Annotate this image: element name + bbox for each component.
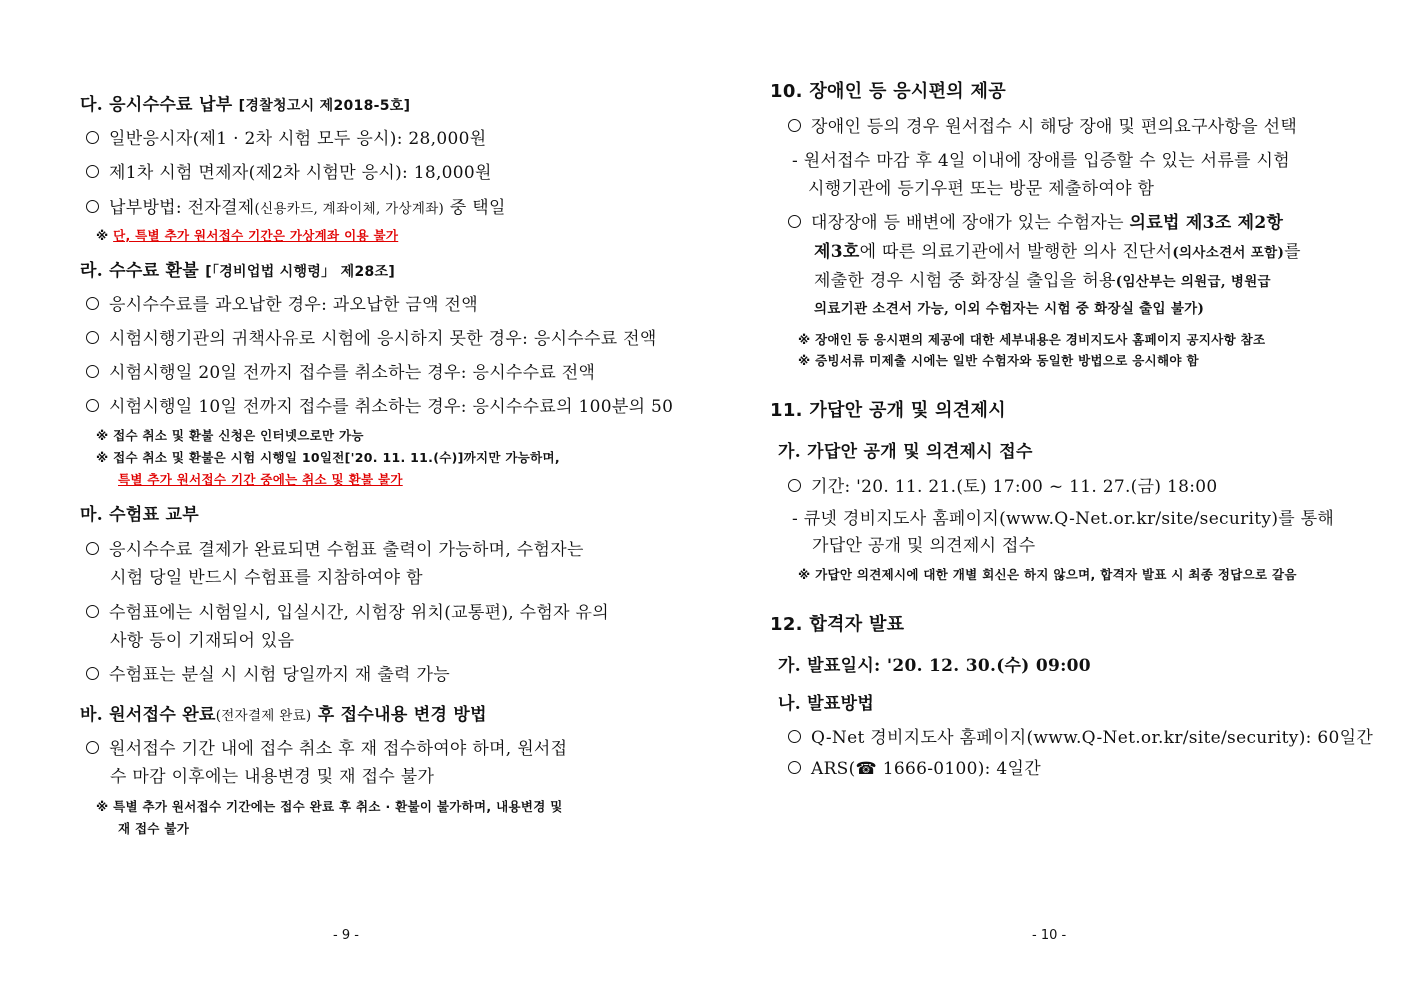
section-heading-admission-ticket: 마. 수험표 교부 [80,505,199,525]
circle-bullet-icon [86,399,99,412]
list-item: 응시수수료를 과오납한 경우: 과오납한 금액 전액 [86,294,478,316]
page-number: - 10 - [1032,928,1067,943]
circle-bullet-icon [86,667,99,680]
list-item: 대장장애 등 배변에 장애가 있는 수험자는 의료법 제3조 제2항 [788,212,1283,234]
list-item: - 큐넷 경비지도사 홈페이지(www.Q-Net.or.kr/site/security)를 통해 [792,509,1335,529]
section-heading-fee-payment: 다. 응시수수료 납부 [경찰청고시 제2018-5호] [80,95,411,115]
circle-bullet-icon [86,331,99,344]
section-heading-accommodation: 10. 장애인 등 응시편의 제공 [770,81,1006,102]
circle-bullet-icon [86,131,99,144]
note: ※ 특별 추가 원서접수 기간에는 접수 완료 후 취소 · 환불이 불가하며, 내용변경 및 [96,799,563,814]
list-item: Q-Net 경비지도사 홈페이지(www.Q-Net.or.kr/site/security): 60일간 [788,727,1373,749]
list-item: ARS(☎ 1666-0100): 4일간 [788,758,1041,780]
circle-bullet-icon [788,730,801,743]
list-item-continuation: 제3호에 따른 의료기관에서 발행한 의사 진단서(의사소견서 포함)를 [814,242,1301,262]
note: ※ 가답안 의견제시에 대한 개별 회신은 하지 않으며, 합격자 발표 시 최종 정답으로 갈음 [798,567,1297,582]
list-item: 시험시행일 10일 전까지 접수를 취소하는 경우: 응시수수료의 100분의 50 [86,396,673,418]
circle-bullet-icon [788,119,801,132]
note: ※ 접수 취소 및 환불 신청은 인터넷으로만 가능 [96,428,364,443]
list-item: 수험표는 분실 시 시험 당일까지 재 출력 가능 [86,664,450,686]
circle-bullet-icon [86,165,99,178]
note: 특별 추가 원서접수 기간 중에는 취소 및 환불 불가 [118,472,403,487]
list-item-continuation: 사항 등이 기재되어 있음 [110,631,295,651]
subsection-heading: 나. 발표방법 [778,694,875,714]
list-item: 수험표에는 시험일시, 입실시간, 시험장 위치(교통편), 수험자 유의 [86,602,609,624]
note: ※ 접수 취소 및 환불은 시험 시행일 10일전['20. 11. 11.(수)]까지만 가능하며, [96,450,560,465]
circle-bullet-icon [788,215,801,228]
list-item: 시험시행기관의 귀책사유로 시험에 응시하지 못한 경우: 응시수수료 전액 [86,328,657,350]
list-item: 제1차 시험 면제자(제2차 시험만 응시): 18,000원 [86,162,492,184]
subsection-heading: 가. 가답안 공개 및 의견제시 접수 [778,442,1033,462]
note: ※ 증빙서류 미제출 시에는 일반 수험자와 동일한 방법으로 응시해야 함 [798,353,1199,368]
list-item: 시험시행일 20일 전까지 접수를 취소하는 경우: 응시수수료 전액 [86,362,595,384]
list-item: 원서접수 기간 내에 접수 취소 후 재 접수하여야 하며, 원서접 [86,738,567,760]
list-item: 기간: '20. 11. 21.(토) 17:00 ~ 11. 27.(금) 18:00 [788,476,1217,498]
page-number: - 9 - [333,928,359,943]
list-item: 장애인 등의 경우 원서접수 시 해당 장애 및 편의요구사항을 선택 [788,116,1297,138]
section-heading-change-method: 바. 원서접수 완료(전자결제 완료) 후 접수내용 변경 방법 [80,705,487,725]
circle-bullet-icon [86,297,99,310]
note: ※ 장애인 등 응시편의 제공에 대한 세부내용은 경비지도사 홈페이지 공지사항 참조 [798,332,1266,347]
list-item: 납부방법: 전자결제(신용카드, 계좌이체, 가상계좌) 중 택일 [86,197,506,220]
section-heading-fee-refund: 라. 수수료 환불 [「경비업법 시행령」 제28조] [80,261,396,281]
list-item-continuation: 시험 당일 반드시 수험표를 지참하여야 함 [110,568,423,588]
circle-bullet-icon [86,542,99,555]
page-10 [702,0,1402,992]
subsection-heading: 가. 발표일시: '20. 12. 30.(수) 09:00 [778,656,1091,676]
list-item: - 원서접수 마감 후 4일 이내에 장애를 입증할 수 있는 서류를 시험 [792,151,1290,171]
list-item: 일반응시자(제1 · 2차 시험 모두 응시): 28,000원 [86,128,486,150]
section-heading-provisional-answers: 11. 가답안 공개 및 의견제시 [770,400,1006,421]
note: ※ 단, 특별 추가 원서접수 기간은 가상계좌 이용 불가 [96,228,399,243]
list-item-continuation: 시행기관에 등기우편 또는 방문 제출하여야 함 [808,179,1155,199]
list-item: 응시수수료 결제가 완료되면 수험표 출력이 가능하며, 수험자는 [86,539,584,561]
circle-bullet-icon [788,761,801,774]
circle-bullet-icon [86,741,99,754]
list-item-continuation: 가답안 공개 및 의견제시 접수 [812,536,1036,556]
list-item-continuation: 의료기관 소견서 가능, 이외 수험자는 시험 중 화장실 출입 불가) [814,301,1205,317]
note: 재 접수 불가 [118,821,190,836]
circle-bullet-icon [788,479,801,492]
page-9 [0,0,700,992]
list-item-continuation: 수 마감 이후에는 내용변경 및 재 접수 불가 [110,767,435,787]
circle-bullet-icon [86,605,99,618]
list-item-continuation: 제출한 경우 시험 중 화장실 출입을 허용(임산부는 의원급, 병원급 [814,271,1271,291]
circle-bullet-icon [86,365,99,378]
section-heading-announcement: 12. 합격자 발표 [770,614,905,635]
circle-bullet-icon [86,200,99,213]
